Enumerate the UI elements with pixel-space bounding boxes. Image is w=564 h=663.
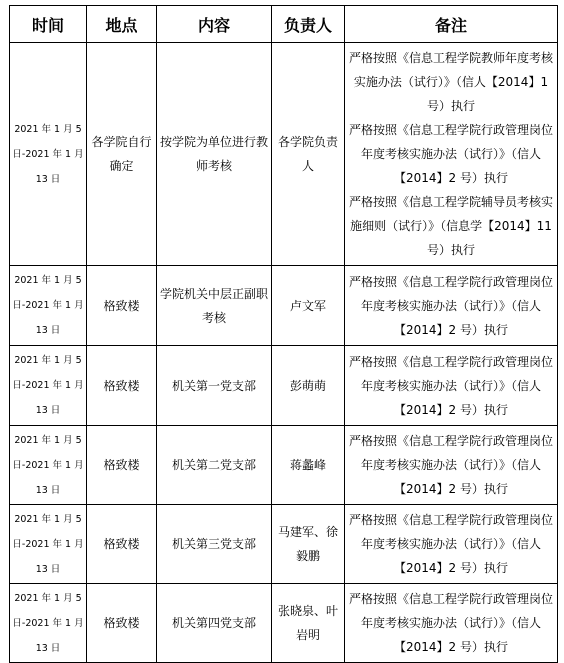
table-row	[10, 505, 558, 584]
table-row	[10, 346, 558, 426]
table-row	[10, 584, 558, 663]
header-owner: 负责人	[272, 6, 345, 43]
notes-cell	[345, 426, 558, 505]
notes-cell	[345, 584, 558, 663]
owner-cell: 卢文军	[272, 266, 345, 346]
place-cell: 格致楼	[87, 584, 157, 663]
owner-cell: 蒋蠡峰	[272, 426, 345, 505]
time-cell: 2021 年 1 月 5 日-2021 年 1 月 13 日	[10, 346, 87, 426]
notes-cell	[345, 43, 558, 266]
owner-cell: 张晓泉、叶岩明	[272, 584, 345, 663]
owner-cell: 彭萌萌	[272, 346, 345, 426]
note-text: 严格按照《信息工程学院行政管理岗位年度考核实施办法（试行）》（信人【2014】2 号）执行	[349, 513, 554, 575]
table-row	[10, 426, 558, 505]
time-cell: 2021 年 1 月 5 日-2021 年 1 月 13 日	[10, 43, 87, 266]
notes-cell	[345, 505, 558, 584]
header-notes: 备注	[345, 6, 558, 43]
notes-cell	[345, 346, 558, 426]
place-cell: 格致楼	[87, 346, 157, 426]
content-cell: 机关第一党支部	[157, 346, 272, 426]
note-text: 严格按照《信息工程学院行政管理岗位年度考核实施办法（试行）》（信人【2014】2 号）执行	[349, 354, 554, 417]
content-cell: 学院机关中层正副职考核	[157, 266, 272, 346]
table-row	[10, 43, 558, 266]
time-cell: 2021 年 1 月 5 日-2021 年 1 月 13 日	[10, 426, 87, 505]
owner-cell: 各学院负责人	[272, 43, 345, 266]
content-cell: 机关第二党支部	[157, 426, 272, 505]
note-text: 严格按照《信息工程学院行政管理岗位年度考核实施办法（试行）》（信人【2014】2 号）执行	[349, 123, 554, 185]
header-content: 内容	[157, 6, 272, 43]
place-cell: 格致楼	[87, 505, 157, 584]
owner-cell: 马建军、徐毅鹏	[272, 505, 345, 584]
header-place: 地点	[87, 6, 157, 43]
place-cell: 格致楼	[87, 426, 157, 505]
notes-cell	[345, 266, 558, 346]
content-cell: 机关第四党支部	[157, 584, 272, 663]
place-cell: 各学院自行确定	[87, 43, 157, 266]
content-cell: 按学院为单位进行教师考核	[157, 43, 272, 266]
time-cell: 2021 年 1 月 5 日-2021 年 1 月 13 日	[10, 584, 87, 663]
place-cell: 格致楼	[87, 266, 157, 346]
note-text: 严格按照《信息工程学院教师年度考核实施办法（试行）》（信人【2014】1 号）执行	[349, 51, 554, 113]
time-cell: 2021 年 1 月 5 日-2021 年 1 月 13 日	[10, 505, 87, 584]
note-text: 严格按照《信息工程学院辅导员考核实施细则（试行）》（信息学【2014】11 号）执行	[349, 195, 554, 257]
time-cell: 2021 年 1 月 5 日-2021 年 1 月 13 日	[10, 266, 87, 346]
note-text: 严格按照《信息工程学院行政管理岗位年度考核实施办法（试行）》（信人【2014】2 号）执行	[349, 274, 554, 337]
header-time: 时间	[10, 6, 87, 43]
content-cell: 机关第三党支部	[157, 505, 272, 584]
header-row	[10, 6, 558, 43]
note-text: 严格按照《信息工程学院行政管理岗位年度考核实施办法（试行）》（信人【2014】2 号）执行	[349, 434, 554, 496]
table-row	[10, 266, 558, 346]
note-text: 严格按照《信息工程学院行政管理岗位年度考核实施办法（试行）》（信人【2014】2 号）执行	[349, 592, 554, 654]
schedule-table	[9, 5, 558, 663]
